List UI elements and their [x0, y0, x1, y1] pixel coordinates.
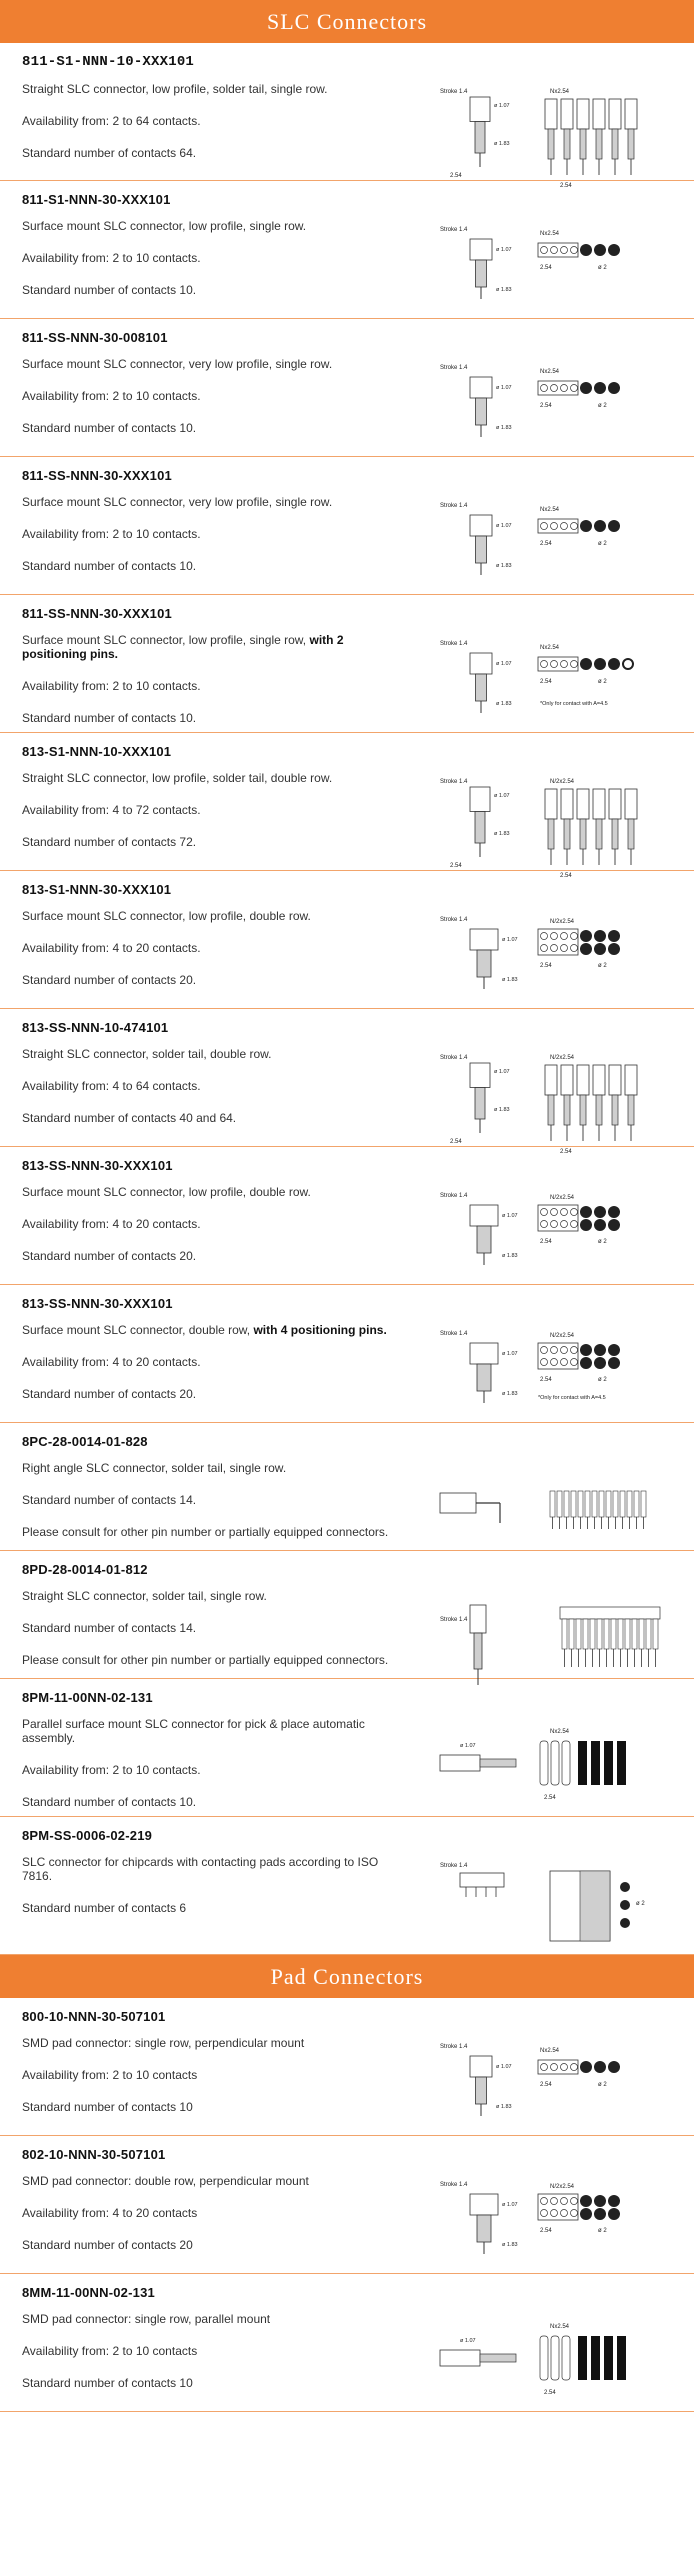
dimension-label: ø 1.83 — [502, 2242, 518, 2248]
dimension-label: N/2x2.54 — [550, 1055, 575, 1061]
description-line: Availability from: 2 to 10 contacts — [22, 2068, 198, 2082]
description-line: Availability from: 2 to 10 contacts. — [22, 389, 201, 403]
dimension-label: ø 1.83 — [496, 701, 512, 707]
description-line: Availability from: 2 to 10 contacts. — [22, 679, 201, 693]
description-line: Standard number of contacts 10. — [22, 1795, 197, 1809]
connector-entry — [0, 2136, 694, 2274]
dimension-label: Stroke 1.4 — [440, 503, 468, 509]
description-line: Straight SLC connector, solder tail, double row. — [22, 1047, 272, 1061]
connector-entry — [0, 319, 694, 457]
dimension-label: 2.54 — [560, 873, 572, 879]
description — [22, 1717, 402, 1809]
description — [22, 1855, 402, 1915]
description-line: Straight SLC connector, low profile, solder tail, double row. — [22, 771, 333, 785]
dimension-label: 2.54 — [540, 1239, 552, 1245]
dimension-label: ø 1.07 — [496, 247, 512, 253]
part-number: 813-SS-NNN-30-XXX101 — [22, 1158, 173, 1173]
dimension-label: Nx2.54 — [540, 507, 560, 513]
description-line: Availability from: 4 to 20 contacts. — [22, 941, 201, 955]
description — [22, 633, 402, 725]
dimension-label: Nx2.54 — [540, 231, 560, 237]
description-line: Surface mount SLC connector, very low profile, single row. — [22, 495, 333, 509]
dimension-label: 2.54 — [540, 2228, 552, 2234]
description-line: Standard number of contacts 20 — [22, 2238, 193, 2252]
description-line: Standard number of contacts 20. — [22, 1387, 197, 1401]
description-line: SMD pad connector: single row, perpendicular mount — [22, 2036, 305, 2050]
section-banner: SLC Connectors — [0, 0, 694, 43]
dimension-label: ø 1.07 — [460, 1743, 476, 1749]
dimension-label: ø 1.07 — [502, 937, 518, 943]
dimension-label: ø 1.07 — [494, 793, 510, 799]
dimension-label: N/2x2.54 — [550, 1195, 575, 1201]
part-number: 811-S1-NNN-10-XXX101 — [22, 54, 195, 70]
description-line: Availability from: 4 to 20 contacts. — [22, 1217, 201, 1231]
part-number: 813-S1-NNN-10-XXX101 — [22, 744, 172, 759]
description-line: Surface mount SLC connector, low profile, single row, with 2 positioning pins. — [22, 633, 344, 661]
connector-drawing — [430, 2314, 680, 2434]
dimension-label: Nx2.54 — [550, 89, 570, 95]
description — [22, 771, 402, 849]
connector-entry — [0, 43, 694, 189]
description-line: Availability from: 4 to 72 contacts. — [22, 803, 201, 817]
description — [22, 357, 402, 435]
part-number: 813-SS-NNN-10-474101 — [22, 1020, 169, 1035]
description-line: Surface mount SLC connector, very low profile, single row. — [22, 357, 333, 371]
dimension-label: Nx2.54 — [540, 645, 560, 651]
description-line: Standard number of contacts 72. — [22, 835, 197, 849]
dimension-label: ø 1.07 — [502, 1213, 518, 1219]
dimension-label: Nx2.54 — [550, 1729, 570, 1735]
section-banner: Pad Connectors — [0, 1955, 694, 1998]
connector-entry — [0, 1285, 694, 1423]
dimension-label: Stroke 1.4 — [440, 2044, 468, 2050]
description — [22, 1185, 402, 1263]
part-number: 811-SS-NNN-30-008101 — [22, 330, 168, 345]
dimension-label: 2.54 — [540, 679, 552, 685]
dimension-label: Nx2.54 — [540, 369, 560, 375]
dimension-label: 2.54 — [540, 403, 552, 409]
dimension-label: Stroke 1.4 — [440, 641, 468, 647]
part-number: 8PD-28-0014-01-812 — [22, 1562, 148, 1577]
dimension-label: ø 1.07 — [496, 661, 512, 667]
description-line: Standard number of contacts 40 and 64. — [22, 1111, 237, 1125]
dimension-label: *Only for contact with A=4.5 — [540, 701, 608, 707]
description — [22, 1461, 402, 1539]
description-line: Standard number of contacts 20. — [22, 1249, 197, 1263]
description-line: Please consult for other pin number or partially equipped connectors. — [22, 1525, 389, 1539]
part-number: 811-S1-NNN-30-XXX101 — [22, 192, 171, 207]
description-line: Availability from: 2 to 64 contacts. — [22, 114, 201, 128]
dimension-label: ø 1.07 — [502, 1351, 518, 1357]
dimension-label: 2.54 — [540, 2082, 552, 2088]
description-line: Surface mount SLC connector, low profile, double row. — [22, 1185, 311, 1199]
dimension-label: Nx2.54 — [540, 2048, 560, 2054]
dimension-label: Stroke 1.4 — [440, 779, 468, 785]
highlight-text: with 2 positioning pins. — [22, 633, 344, 661]
dimension-label: ø 1.83 — [502, 977, 518, 983]
description-line: SLC connector for chipcards with contacting pads according to ISO 7816. — [22, 1855, 379, 1883]
dimension-label: ø 2 — [598, 1377, 607, 1383]
connector-entry — [0, 871, 694, 1009]
dimension-label: 2.54 — [540, 963, 552, 969]
description — [22, 2036, 402, 2114]
technical-drawing — [430, 1857, 680, 1977]
dimension-label: N/2x2.54 — [550, 1333, 575, 1339]
dimension-label: Stroke 1.4 — [440, 1055, 468, 1061]
connector-entry — [0, 1998, 694, 2136]
description-line: Standard number of contacts 10 — [22, 2376, 193, 2390]
dimension-label: ø 1.07 — [496, 2064, 512, 2070]
connector-drawing — [430, 1857, 680, 1977]
connector-entry — [0, 1009, 694, 1155]
description-line: Standard number of contacts 10 — [22, 2100, 193, 2114]
dimension-label: 2.54 — [560, 183, 572, 189]
technical-drawing — [430, 2314, 680, 2434]
dimension-label: ø 1.07 — [496, 385, 512, 391]
dimension-label: ø 1.07 — [494, 103, 510, 109]
description-line: Standard number of contacts 10. — [22, 559, 197, 573]
description — [22, 495, 402, 573]
dimension-label: 2.54 — [544, 1795, 556, 1801]
part-number: 811-SS-NNN-30-XXX101 — [22, 606, 172, 621]
dimension-label: Stroke 1.4 — [440, 1617, 468, 1623]
dimension-label: N/2x2.54 — [550, 2184, 575, 2190]
description — [22, 1323, 402, 1401]
description-line: Standard number of contacts 6 — [22, 1901, 187, 1915]
dimension-label: Stroke 1.4 — [440, 1863, 468, 1869]
description-line: Standard number of contacts 20. — [22, 973, 197, 987]
dimension-label: Stroke 1.4 — [440, 917, 468, 923]
part-number: 813-SS-NNN-30-XXX101 — [22, 1296, 173, 1311]
description-line: Parallel surface mount SLC connector for pick & place automatic assembly. — [22, 1717, 365, 1745]
description-line: Availability from: 4 to 20 contacts. — [22, 1355, 201, 1369]
description-line: Availability from: 2 to 10 contacts — [22, 2344, 198, 2358]
description — [22, 82, 402, 160]
dimension-label: ø 1.83 — [496, 425, 512, 431]
description-line: Availability from: 2 to 10 contacts. — [22, 527, 201, 541]
dimension-label: 2.54 — [450, 863, 462, 869]
highlight-text: with 4 positioning pins. — [253, 1323, 387, 1337]
dimension-label: ø 2 — [598, 963, 607, 969]
part-number: 8PM-11-00NN-02-131 — [22, 1690, 153, 1705]
dimension-label: ø 2 — [598, 2228, 607, 2234]
dimension-label: N/2x2.54 — [550, 779, 575, 785]
dimension-label: ø 1.83 — [494, 141, 510, 147]
dimension-label: 2.54 — [540, 1377, 552, 1383]
dimension-label: ø 1.83 — [502, 1253, 518, 1259]
description-line: Availability from: 4 to 20 contacts — [22, 2206, 198, 2220]
description-line: Straight SLC connector, low profile, solder tail, single row. — [22, 82, 328, 96]
part-number: 800-10-NNN-30-507101 — [22, 2009, 166, 2024]
dimension-label: Stroke 1.4 — [440, 2182, 468, 2188]
description-line: Standard number of contacts 14. — [22, 1621, 197, 1635]
dimension-label: 2.54 — [450, 173, 462, 179]
dimension-label: 2.54 — [560, 1149, 572, 1155]
part-number: 8MM-11-00NN-02-131 — [22, 2285, 155, 2300]
dimension-label: ø 2 — [598, 2082, 607, 2088]
part-number: 811-SS-NNN-30-XXX101 — [22, 468, 172, 483]
description — [22, 909, 402, 987]
dimension-label: 2.54 — [540, 541, 552, 547]
description-line: Straight SLC connector, solder tail, single row. — [22, 1589, 267, 1603]
part-number: 8PC-28-0014-01-828 — [22, 1434, 148, 1449]
connector-entry — [0, 1423, 694, 1551]
description-line: SMD pad connector: double row, perpendicular mount — [22, 2174, 309, 2188]
part-number: 802-10-NNN-30-507101 — [22, 2147, 166, 2162]
dimension-label: Stroke 1.4 — [440, 1331, 468, 1337]
description-line: Surface mount SLC connector, low profile, double row. — [22, 909, 311, 923]
description — [22, 219, 402, 297]
dimension-label: ø 1.83 — [496, 563, 512, 569]
description — [22, 1047, 402, 1125]
dimension-label: 2.54 — [544, 2390, 556, 2396]
dimension-label: ø 2 — [598, 541, 607, 547]
connector-entry — [0, 457, 694, 595]
description-line: SMD pad connector: single row, parallel mount — [22, 2312, 271, 2326]
part-number: 813-S1-NNN-30-XXX101 — [22, 882, 172, 897]
dimension-label: ø 2 — [598, 1239, 607, 1245]
dimension-label: 2.54 — [450, 1139, 462, 1145]
connector-entry — [0, 1147, 694, 1285]
dimension-label: N/2x2.54 — [550, 919, 575, 925]
dimension-label: ø 1.07 — [494, 1069, 510, 1075]
connector-entry — [0, 595, 694, 733]
dimension-label: Stroke 1.4 — [440, 1193, 468, 1199]
description-line: Please consult for other pin number or partially equipped connectors. — [22, 1653, 389, 1667]
dimension-label: ø 1.07 — [460, 2338, 476, 2344]
description-line: Availability from: 2 to 10 contacts. — [22, 251, 201, 265]
dimension-label: Stroke 1.4 — [440, 227, 468, 233]
description — [22, 2174, 402, 2252]
dimension-label: 2.54 — [540, 265, 552, 271]
description — [22, 2312, 402, 2390]
dimension-label: ø 1.83 — [502, 1391, 518, 1397]
description-line: Surface mount SLC connector, double row, with 4 positioning pins. — [22, 1323, 387, 1337]
description-line: Standard number of contacts 10. — [22, 711, 197, 725]
dimension-label: ø 1.83 — [496, 287, 512, 293]
dimension-label: ø 1.07 — [496, 523, 512, 529]
dimension-label: ø 1.07 — [502, 2202, 518, 2208]
description-line: Right angle SLC connector, solder tail, single row. — [22, 1461, 287, 1475]
description — [22, 1589, 402, 1667]
dimension-label: ø 1.83 — [494, 1107, 510, 1113]
dimension-label: ø 2 — [636, 1901, 645, 1907]
connector-entry — [0, 2274, 694, 2412]
dimension-label: ø 2 — [598, 679, 607, 685]
dimension-label: ø 1.83 — [496, 2104, 512, 2110]
description-line: Standard number of contacts 10. — [22, 283, 197, 297]
connector-entry — [0, 1817, 694, 1955]
description-line: Standard number of contacts 10. — [22, 421, 197, 435]
description-line: Availability from: 4 to 64 contacts. — [22, 1079, 201, 1093]
dimension-label: Stroke 1.4 — [440, 365, 468, 371]
connector-entry — [0, 1679, 694, 1817]
description-line: Standard number of contacts 64. — [22, 146, 197, 160]
dimension-label: Nx2.54 — [550, 2324, 570, 2330]
connector-entry — [0, 181, 694, 319]
dimension-label: ø 2 — [598, 265, 607, 271]
description-line: Standard number of contacts 14. — [22, 1493, 197, 1507]
description-line: Availability from: 2 to 10 contacts. — [22, 1763, 201, 1777]
part-number: 8PM-SS-0006-02-219 — [22, 1828, 153, 1843]
dimension-label: *Only for contact with A=4.5 — [538, 1395, 606, 1401]
connector-entry — [0, 1551, 694, 1679]
connector-entry — [0, 733, 694, 879]
dimension-label: ø 2 — [598, 403, 607, 409]
dimension-label: ø 1.83 — [494, 831, 510, 837]
dimension-label: Stroke 1.4 — [440, 89, 468, 95]
description-line: Surface mount SLC connector, low profile, single row. — [22, 219, 307, 233]
